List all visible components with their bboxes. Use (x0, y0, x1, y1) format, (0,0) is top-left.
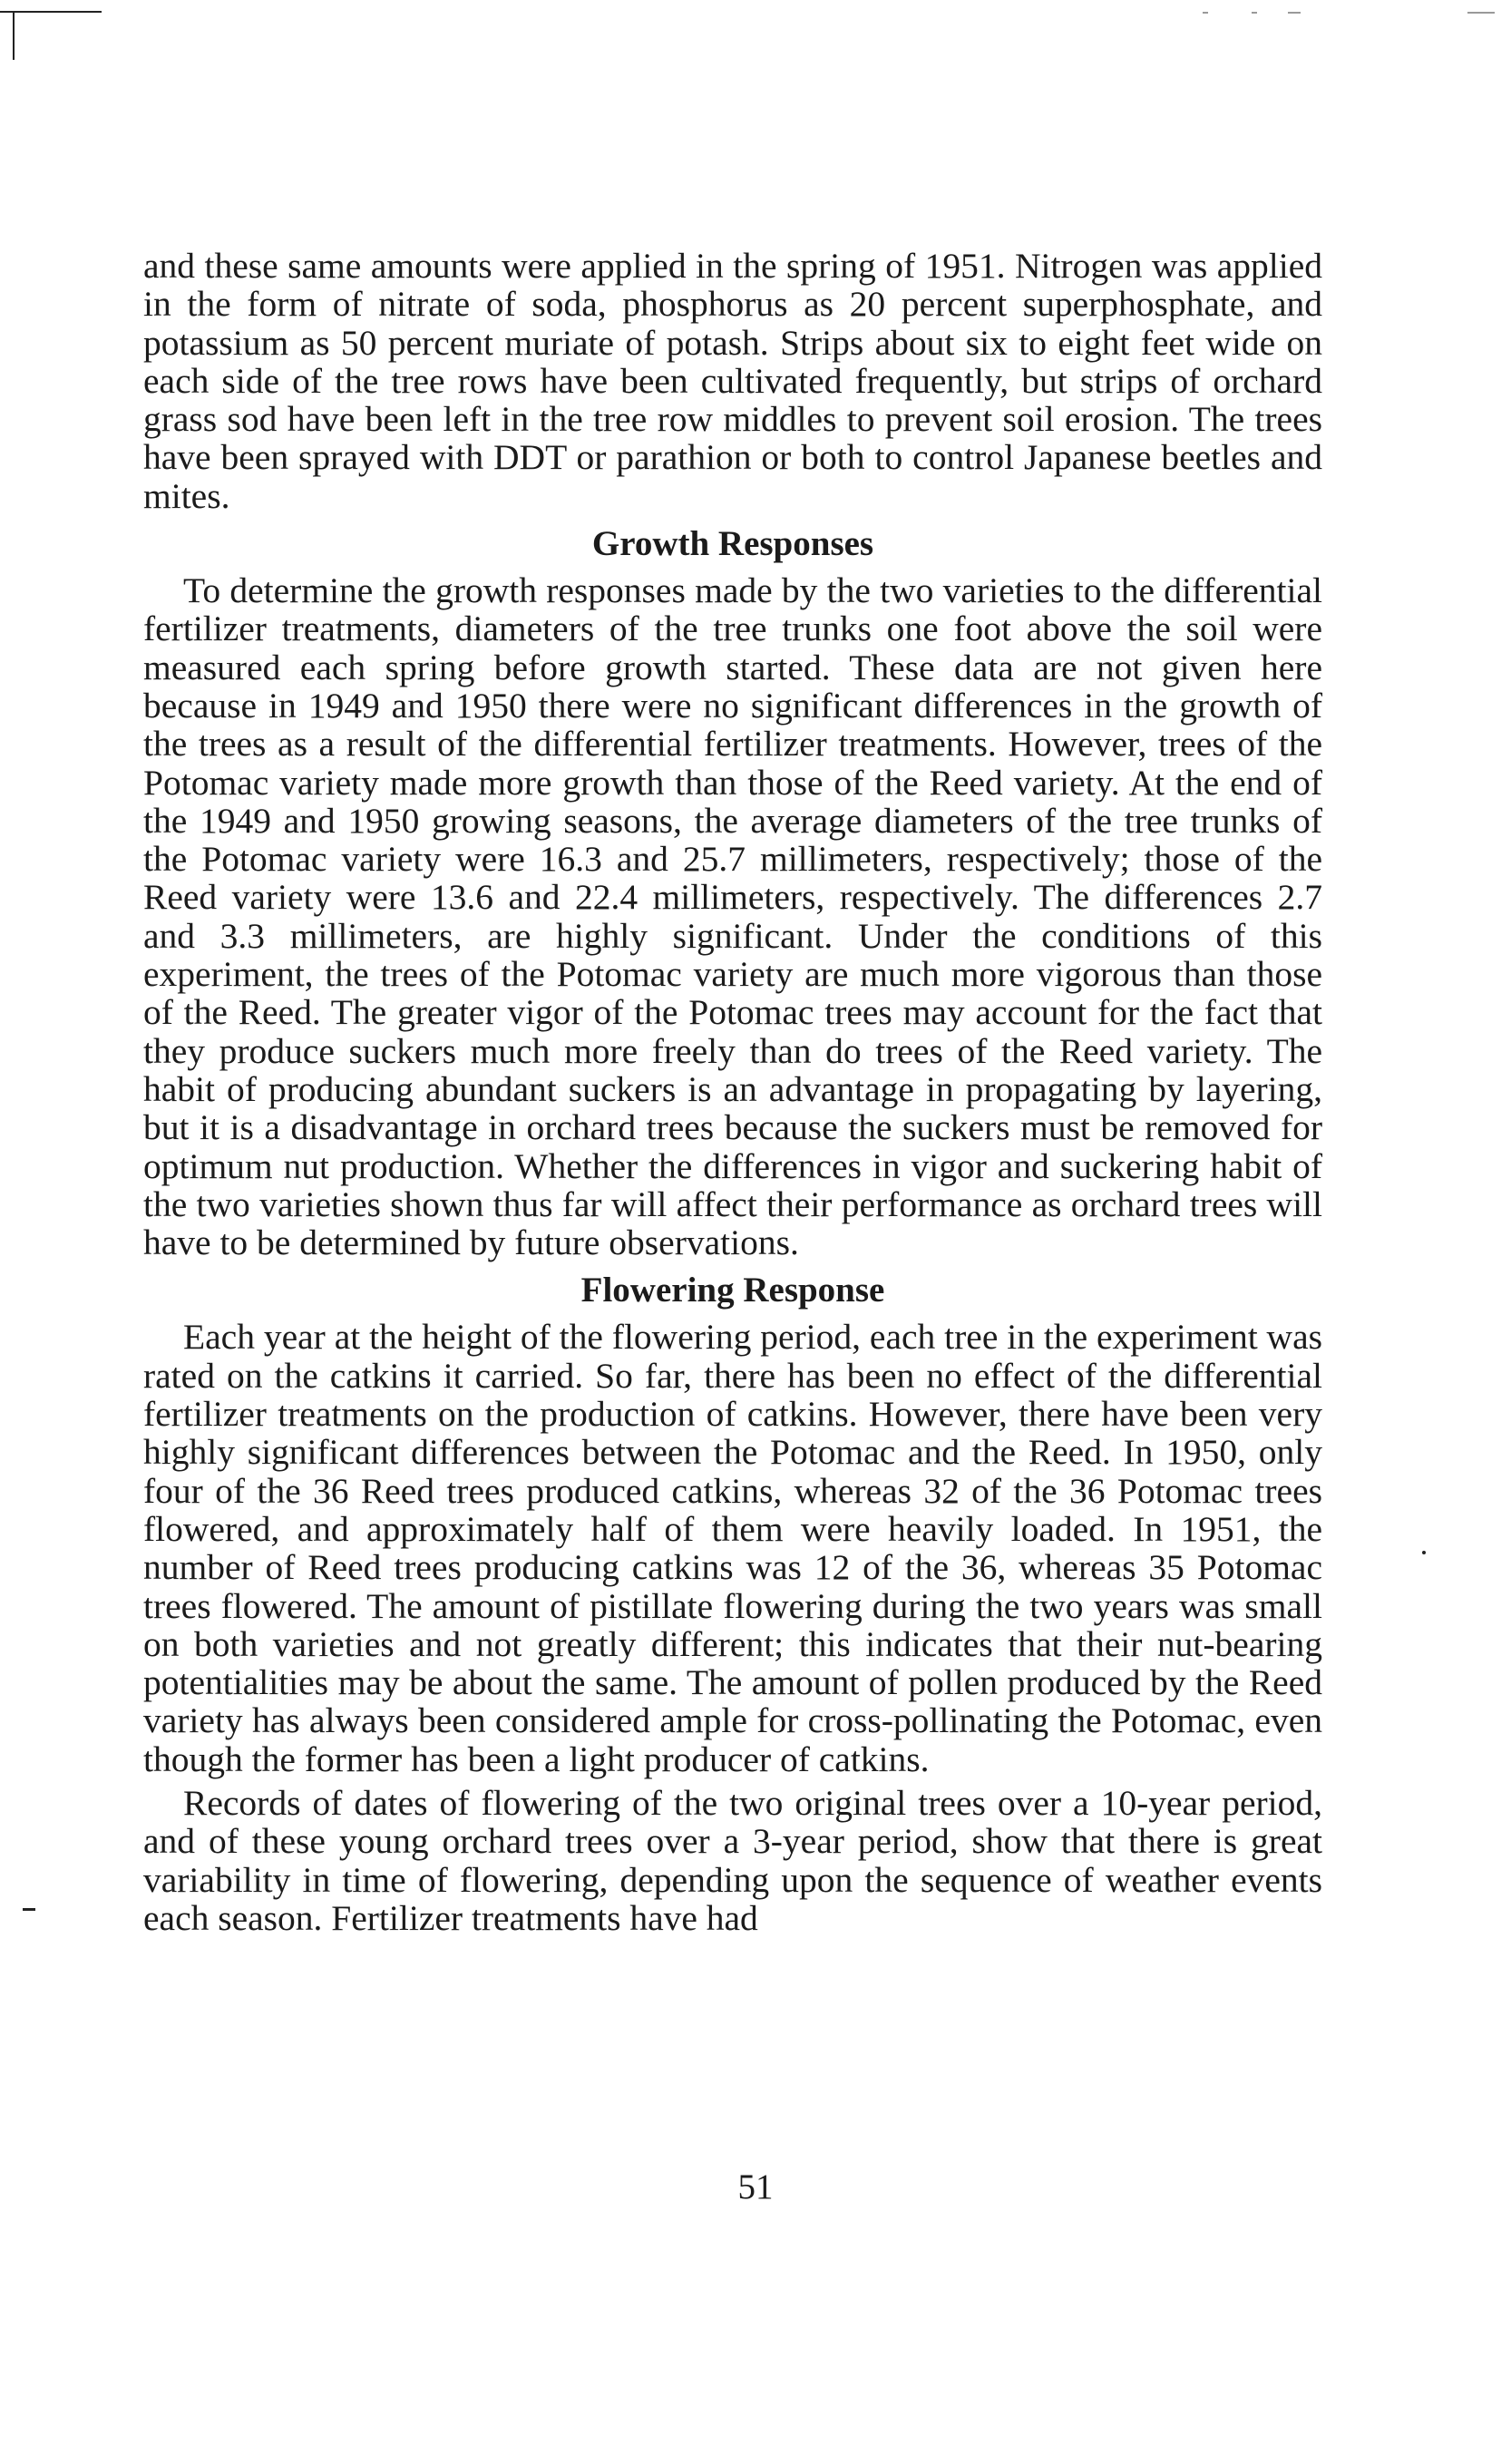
paragraph-growth: To determine the growth responses made by the two varieties to the differential fertilizer treatments, diameters of the tree trunks one foot above the soil were measured each spring before growth started. These data are not given here because in 1949 and 1950 there were no significant differences in the growth of the trees as a result of the differential fertilizer treatments. However, trees of the Potomac variety made more growth than those of the Reed variety. At the end of the 1949 and 1950 growing seasons, the average diameters of the tree trunks of the Potomac variety were 16.3 and 25.7 millimeters, respectively; those of the Reed variety were 13.6 and 22.4 millimeters, respectively. The differences 2.7 and 3.3 millimeters, are highly significant. Under the conditions of this experiment, the trees of the Potomac variety are much more vigorous than those of the Reed. The greater vigor of the Potomac trees may account for the fact that they produce suckers much more freely than do trees of the Reed variety. The habit of producing abundant suckers is an advantage in propagating by layering, but it is a disadvantage in orchard trees because the suckers must be removed for optimum nut production. Whether the differences in vigor and suckering habit of the two varieties shown thus far will affect their performance as orchard trees will have to be determined by future observations. (143, 570, 1322, 1263)
scan-mark (1288, 12, 1301, 14)
scan-mark (23, 1908, 35, 1911)
scan-mark (1203, 12, 1208, 14)
paragraph-flowering: Each year at the height of the flowering period, each tree in the experiment was rated on the catkins it carried. So far, there has been no effect of the differential fertilizer treatments on the production of catkins. However, there have been very highly significant differences between the Potomac and the Reed. In 1950, only four of the 36 Reed trees produced catkins, whereas 32 of the 36 Potomac trees flowered, and approximately half of them were heavily loaded. In 1951, the number of Reed trees producing catkins was 12 of the 36, whereas 35 Potomac trees flowered. The amount of pistillate flowering during the two years was small on both varieties and not greatly different; this indicates that their nut-bearing potentialities may be about the same. The amount of pollen produced by the Reed variety has always been considered ample for cross-pollinating the Potomac, even though the former has been a light producer of catkins. (143, 1317, 1322, 1779)
paragraph-flowering-dates: Records of dates of flowering of the two original trees over a 10-year period, and of these young orchard trees over a 3-year period, show that there is great variability in time of flowering, depending upon the sequence of weather events each season. Fertilizer treatments have had (143, 1782, 1322, 1938)
scan-mark (1467, 12, 1495, 14)
body-text (143, 247, 1322, 1937)
page-number: 51 (737, 2167, 774, 2206)
paragraph-continued: and these same amounts were applied in the spring of 1951. Nitrogen was applied in the form of nitrate of soda, phosphorus as 20 percent superphosphate, and potassium as 50 percent muriate of potash. Strips about six to eight feet wide on each side of the tree rows have been cultivated frequently, but strips of orchard grass sod have been left in the tree row middles to prevent soil erosion. The trees have been sprayed with DDT or parathion or both to control Japanese beetles and mites. (143, 246, 1322, 516)
scan-mark (1422, 1551, 1426, 1554)
heading-growth-responses: Growth Responses (591, 524, 874, 564)
scan-mark (1252, 12, 1257, 14)
heading-flowering-response: Flowering Response (580, 1271, 885, 1310)
scan-mark (0, 11, 102, 13)
scan-mark (13, 13, 15, 60)
